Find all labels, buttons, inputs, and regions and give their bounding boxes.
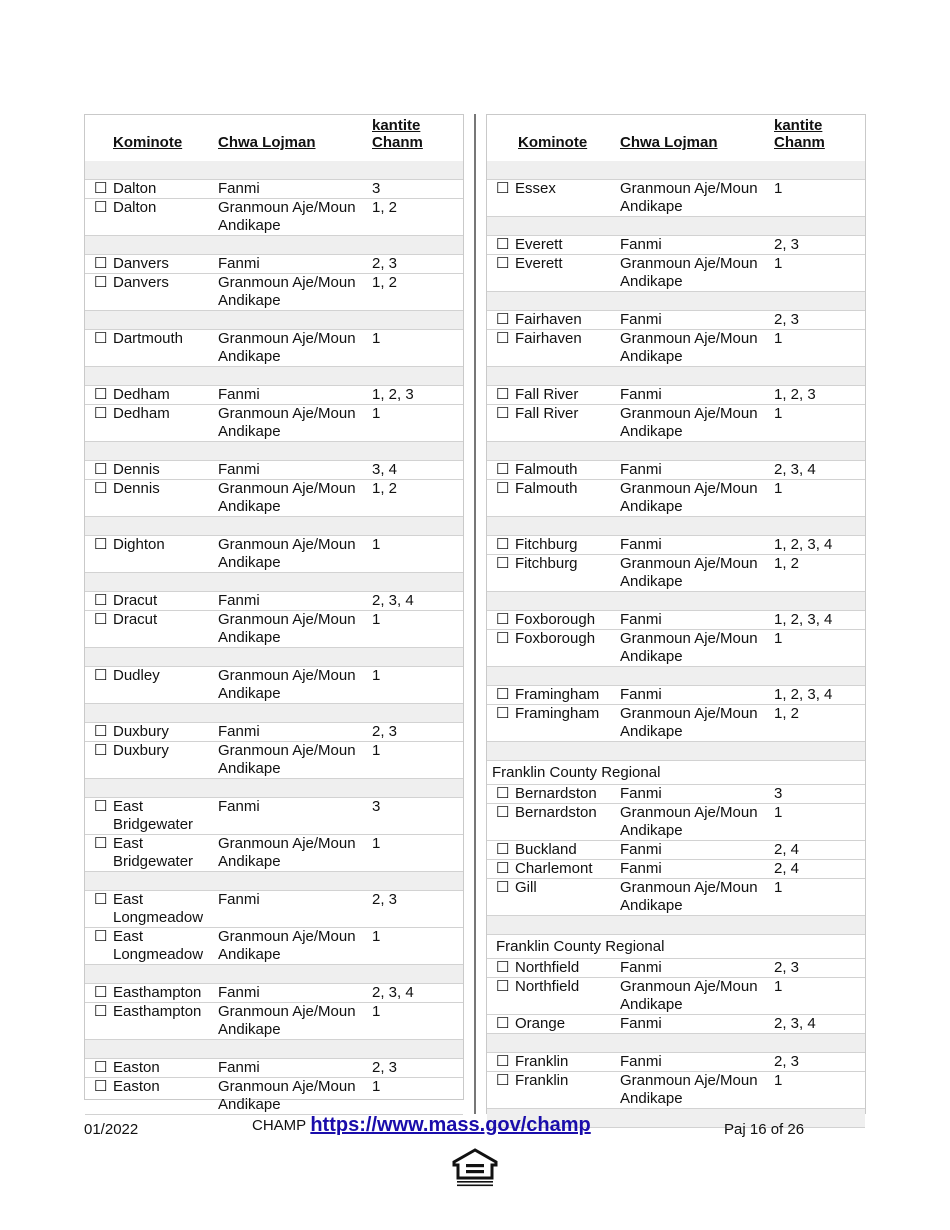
table-row (85, 723, 463, 742)
table-row (487, 841, 865, 860)
checkbox[interactable]: ☐ (94, 255, 108, 272)
table-row (85, 274, 463, 311)
room-count: 1, 2 (372, 274, 398, 291)
table-row (487, 959, 865, 978)
checkbox[interactable]: ☐ (94, 330, 108, 347)
room-count: 1 (774, 879, 783, 896)
checkbox[interactable]: ☐ (94, 536, 108, 553)
room-count: 1, 2, 3, 4 (774, 686, 833, 703)
housing-type: Fanmi (218, 723, 260, 740)
right-table (486, 114, 866, 1114)
checkbox[interactable]: ☐ (496, 255, 510, 272)
room-count: 1 (774, 180, 783, 197)
table-row (85, 611, 463, 648)
section-label: Franklin County Regional (492, 764, 661, 781)
town-name: Foxborough (515, 611, 596, 628)
room-count: 1 (372, 835, 381, 852)
table-header (487, 115, 865, 161)
column-divider (474, 114, 476, 1114)
table-row (85, 1003, 463, 1040)
housing-type: Fanmi (218, 891, 260, 908)
checkbox[interactable]: ☐ (496, 860, 510, 877)
checkbox[interactable]: ☐ (496, 461, 510, 478)
town-name: East Longmeadow (113, 891, 204, 926)
checkbox[interactable]: ☐ (94, 928, 108, 945)
town-name: Northfield (515, 978, 580, 995)
housing-type: Granmoun Aje/Moun Andikape (218, 536, 356, 571)
housing-type: Fanmi (620, 611, 662, 628)
checkbox[interactable]: ☐ (94, 199, 108, 216)
checkbox[interactable]: ☐ (496, 1053, 510, 1070)
housing-type: Granmoun Aje/Moun Andikape (218, 330, 356, 365)
checkbox[interactable]: ☐ (94, 1078, 108, 1095)
table-row (85, 798, 463, 835)
town-name: Fall River (515, 386, 579, 403)
town-name: Dartmouth (113, 330, 184, 347)
housing-type: Granmoun Aje/Moun Andikape (218, 199, 356, 234)
checkbox[interactable]: ☐ (496, 978, 510, 995)
room-count: 2, 3 (372, 255, 398, 272)
checkbox[interactable]: ☐ (496, 311, 510, 328)
town-name: Orange (515, 1015, 566, 1032)
housing-type: Granmoun Aje/Moun Andikape (218, 405, 356, 440)
checkbox[interactable]: ☐ (496, 686, 510, 703)
housing-type: Granmoun Aje/Moun Andikape (218, 667, 356, 702)
town-name: Framingham (515, 705, 600, 722)
town-name: Easton (113, 1059, 160, 1076)
room-count: 3 (774, 785, 783, 802)
room-count: 1 (372, 405, 381, 422)
table-row (487, 804, 865, 841)
room-count: 1 (372, 611, 381, 628)
room-count: 2, 3 (372, 1059, 398, 1076)
equal-housing-opportunity-icon (451, 1148, 499, 1188)
table-row (487, 611, 865, 630)
housing-type: Fanmi (218, 255, 260, 272)
spacer-row (85, 161, 463, 180)
checkbox[interactable]: ☐ (496, 330, 510, 347)
housing-type: Fanmi (620, 1053, 662, 1070)
room-count: 1 (774, 255, 783, 272)
town-name: Dennis (113, 480, 160, 497)
spacer-row (487, 292, 865, 311)
housing-type: Granmoun Aje/Moun Andikape (620, 480, 758, 515)
spacer-row (85, 872, 463, 891)
table-row (487, 785, 865, 804)
town-name: Danvers (113, 274, 169, 291)
housing-type: Granmoun Aje/Moun Andikape (620, 1072, 758, 1107)
town-name: Dalton (113, 199, 157, 216)
checkbox[interactable]: ☐ (496, 841, 510, 858)
housing-type: Fanmi (218, 461, 260, 478)
room-count: 3, 4 (372, 461, 398, 478)
housing-type: Fanmi (218, 592, 260, 609)
room-count: 1, 2, 3 (774, 386, 816, 403)
housing-type: Fanmi (620, 386, 662, 403)
champ-label: CHAMP (252, 1117, 307, 1134)
room-count: 2, 3 (774, 1053, 800, 1070)
checkbox[interactable]: ☐ (496, 804, 510, 821)
housing-type: Fanmi (620, 536, 662, 553)
town-name: Dennis (113, 461, 160, 478)
town-name: Fall River (515, 405, 579, 422)
spacer-row (85, 311, 463, 330)
champ-link[interactable]: https://www.mass.gov/champ (310, 1114, 591, 1136)
checkbox[interactable]: ☐ (94, 461, 108, 478)
checkbox[interactable]: ☐ (94, 480, 108, 497)
spacer-row (487, 1034, 865, 1053)
table-row (85, 1078, 463, 1115)
checkbox[interactable]: ☐ (94, 984, 108, 1001)
checkbox[interactable]: ☐ (94, 405, 108, 422)
checkbox[interactable]: ☐ (94, 891, 108, 908)
spacer-row (487, 592, 865, 611)
checkbox[interactable]: ☐ (496, 555, 510, 572)
checkbox[interactable]: ☐ (496, 959, 510, 976)
town-name: Northfield (515, 959, 580, 976)
town-name: Charlemont (515, 860, 593, 877)
checkbox[interactable]: ☐ (496, 611, 510, 628)
housing-type: Granmoun Aje/Moun Andikape (620, 405, 758, 440)
table-row (487, 180, 865, 217)
header-chwa-lojman: Chwa Lojman (620, 134, 718, 151)
table-row (487, 879, 865, 916)
room-count: 1 (372, 667, 381, 684)
table-row (487, 480, 865, 517)
town-name: Bernardston (515, 804, 597, 821)
housing-type: Fanmi (218, 386, 260, 403)
spacer-row (85, 442, 463, 461)
housing-type: Fanmi (620, 236, 662, 253)
table-header (85, 115, 463, 161)
housing-type: Fanmi (620, 959, 662, 976)
housing-type: Granmoun Aje/Moun Andikape (218, 742, 356, 777)
spacer-row (487, 667, 865, 686)
room-count: 3 (372, 180, 381, 197)
housing-type: Fanmi (218, 180, 260, 197)
housing-type: Granmoun Aje/Moun Andikape (620, 879, 758, 914)
table-row (85, 199, 463, 236)
table-row (85, 891, 463, 928)
checkbox[interactable]: ☐ (496, 180, 510, 197)
room-count: 2, 3, 4 (372, 592, 414, 609)
spacer-row (487, 916, 865, 935)
housing-type: Granmoun Aje/Moun Andikape (620, 978, 758, 1013)
table-row (85, 386, 463, 405)
room-count: 1 (372, 1003, 381, 1020)
checkbox[interactable]: ☐ (496, 1015, 510, 1032)
header-chwa-lojman: Chwa Lojman (218, 134, 316, 151)
checkbox[interactable]: ☐ (94, 1003, 108, 1020)
table-row (487, 405, 865, 442)
spacer-row (487, 517, 865, 536)
spacer-row (85, 573, 463, 592)
housing-type: Granmoun Aje/Moun Andikape (620, 330, 758, 365)
footer-champ (252, 1114, 591, 1140)
room-count: 1, 2 (372, 199, 398, 216)
checkbox[interactable]: ☐ (94, 742, 108, 759)
town-name: Fairhaven (515, 311, 582, 328)
table-row (85, 592, 463, 611)
room-count: 2, 3, 4 (774, 461, 816, 478)
housing-type: Granmoun Aje/Moun Andikape (218, 1078, 356, 1113)
table-row (85, 667, 463, 704)
room-count: 1 (774, 405, 783, 422)
table-row (487, 1015, 865, 1034)
section-row (487, 761, 865, 785)
room-count: 1, 2 (372, 480, 398, 497)
checkbox[interactable]: ☐ (94, 592, 108, 609)
table-row (487, 630, 865, 667)
housing-type: Fanmi (620, 785, 662, 802)
town-name: Buckland (515, 841, 577, 858)
spacer-row (85, 517, 463, 536)
spacer-row (85, 648, 463, 667)
housing-type: Granmoun Aje/Moun Andikape (218, 1003, 356, 1038)
town-name: Dedham (113, 405, 170, 422)
spacer-row (487, 161, 865, 180)
checkbox[interactable]: ☐ (94, 798, 108, 815)
table-row (85, 835, 463, 872)
town-name: East Bridgewater (113, 798, 194, 833)
table-row (85, 255, 463, 274)
table-row (487, 705, 865, 742)
town-name: Everett (515, 236, 563, 253)
table-row (487, 236, 865, 255)
town-name: Framingham (515, 686, 600, 703)
room-count: 1 (774, 630, 783, 647)
table-row (85, 928, 463, 965)
housing-type: Granmoun Aje/Moun Andikape (218, 480, 356, 515)
room-count: 1 (372, 330, 381, 347)
housing-type: Granmoun Aje/Moun Andikape (218, 274, 356, 309)
town-name: Bernardston (515, 785, 597, 802)
section-row (487, 935, 865, 959)
housing-type: Fanmi (218, 1059, 260, 1076)
room-count: 1 (774, 480, 783, 497)
room-count: 2, 3, 4 (774, 1015, 816, 1032)
town-name: Fitchburg (515, 555, 578, 572)
room-count: 2, 3, 4 (372, 984, 414, 1001)
housing-type: Fanmi (620, 686, 662, 703)
town-name: Duxbury (113, 723, 169, 740)
table-row (85, 330, 463, 367)
table-row (85, 536, 463, 573)
town-name: Danvers (113, 255, 169, 272)
town-name: Dudley (113, 667, 160, 684)
town-name: Gill (515, 879, 537, 896)
room-count: 1, 2 (774, 705, 800, 722)
header-kominote: Kominote (113, 134, 183, 151)
room-count: 2, 3 (774, 959, 800, 976)
checkbox[interactable]: ☐ (496, 405, 510, 422)
table-row (85, 742, 463, 779)
checkbox[interactable]: ☐ (496, 1072, 510, 1089)
town-name: Easthampton (113, 1003, 202, 1020)
room-count: 1 (774, 1072, 783, 1089)
checkbox[interactable]: ☐ (94, 667, 108, 684)
town-name: Duxbury (113, 742, 169, 759)
spacer-row (487, 367, 865, 386)
town-name: Falmouth (515, 461, 578, 478)
town-name: Essex (515, 180, 556, 197)
checkbox[interactable]: ☐ (496, 236, 510, 253)
checkbox[interactable]: ☐ (496, 879, 510, 896)
room-count: 1 (372, 536, 381, 553)
room-count: 2, 4 (774, 860, 800, 877)
spacer-row (85, 704, 463, 723)
section-label: Franklin County Regional (496, 938, 665, 955)
housing-type: Granmoun Aje/Moun Andikape (620, 804, 758, 839)
checkbox[interactable]: ☐ (496, 630, 510, 647)
spacer-row (85, 1040, 463, 1059)
room-count: 2, 3 (774, 236, 800, 253)
table-row (487, 311, 865, 330)
town-name: Franklin (515, 1072, 569, 1089)
room-count: 1 (774, 804, 783, 821)
housing-type: Granmoun Aje/Moun Andikape (218, 835, 356, 870)
spacer-row (85, 779, 463, 798)
housing-type: Fanmi (620, 841, 662, 858)
table-row (487, 330, 865, 367)
checkbox[interactable]: ☐ (496, 386, 510, 403)
town-name: Easton (113, 1078, 160, 1095)
housing-type: Granmoun Aje/Moun Andikape (620, 705, 758, 740)
room-count: 1, 2, 3, 4 (774, 536, 833, 553)
table-row (487, 1053, 865, 1072)
town-name: Franklin (515, 1053, 569, 1070)
checkbox[interactable]: ☐ (496, 785, 510, 802)
table-row (85, 984, 463, 1003)
spacer-row (85, 236, 463, 255)
checkbox[interactable]: ☐ (94, 611, 108, 628)
table-row (487, 255, 865, 292)
table-row (487, 978, 865, 1015)
housing-type: Granmoun Aje/Moun Andikape (620, 630, 758, 665)
table-row (85, 461, 463, 480)
table-row (85, 480, 463, 517)
town-name: Fairhaven (515, 330, 582, 347)
housing-type: Fanmi (620, 311, 662, 328)
table-row (85, 1059, 463, 1078)
room-count: 1 (774, 330, 783, 347)
room-count: 2, 3 (774, 311, 800, 328)
housing-type: Fanmi (620, 1015, 662, 1032)
left-table (84, 114, 464, 1113)
housing-type: Fanmi (620, 860, 662, 877)
room-count: 1, 2, 3 (372, 386, 414, 403)
checkbox[interactable]: ☐ (94, 274, 108, 291)
room-count: 1 (372, 928, 381, 945)
table-row (487, 555, 865, 592)
table-row (487, 686, 865, 705)
housing-type: Granmoun Aje/Moun Andikape (620, 255, 758, 290)
town-name: Dracut (113, 592, 158, 609)
housing-type: Granmoun Aje/Moun Andikape (620, 180, 758, 215)
room-count: 2, 4 (774, 841, 800, 858)
housing-type: Granmoun Aje/Moun Andikape (218, 611, 356, 646)
spacer-row (487, 442, 865, 461)
checkbox[interactable]: ☐ (94, 835, 108, 852)
table-row (85, 405, 463, 442)
checkbox[interactable]: ☐ (94, 386, 108, 403)
housing-type: Fanmi (620, 461, 662, 478)
checkbox[interactable]: ☐ (496, 480, 510, 497)
spacer-row (85, 367, 463, 386)
housing-type: Granmoun Aje/Moun Andikape (620, 555, 758, 590)
spacer-row (85, 965, 463, 984)
page-number: Paj 16 of 26 (724, 1121, 805, 1138)
room-count: 1 (372, 742, 381, 759)
left-rows (85, 161, 463, 1115)
footer-date: 01/2022 (84, 1121, 139, 1138)
town-name: Foxborough (515, 630, 596, 647)
room-count: 1 (774, 978, 783, 995)
town-name: East Bridgewater (113, 835, 194, 870)
room-count: 3 (372, 798, 381, 815)
right-rows (487, 161, 865, 1128)
housing-type: Fanmi (218, 984, 260, 1001)
checkbox[interactable]: ☐ (94, 180, 108, 197)
spacer-row (487, 742, 865, 761)
town-name: Fitchburg (515, 536, 578, 553)
town-name: Dalton (113, 180, 157, 197)
table-row (487, 1072, 865, 1109)
checkbox[interactable]: ☐ (496, 536, 510, 553)
table-row (487, 461, 865, 480)
table-row (487, 860, 865, 879)
table-row (487, 536, 865, 555)
header-kantite-chanm: kantite Chanm (372, 117, 423, 151)
table-row (85, 180, 463, 199)
header-kantite-chanm: kantite Chanm (774, 117, 825, 151)
housing-type: Fanmi (218, 798, 260, 815)
room-count: 1, 2 (774, 555, 800, 572)
spacer-row (487, 217, 865, 236)
checkbox[interactable]: ☐ (94, 1059, 108, 1076)
town-name: Falmouth (515, 480, 578, 497)
checkbox[interactable]: ☐ (496, 705, 510, 722)
town-name: East Longmeadow (113, 928, 204, 963)
checkbox[interactable]: ☐ (94, 723, 108, 740)
town-name: Everett (515, 255, 563, 272)
town-name: Dedham (113, 386, 170, 403)
header-kominote: Kominote (518, 134, 588, 151)
town-name: Easthampton (113, 984, 202, 1001)
room-count: 2, 3 (372, 891, 398, 908)
housing-type: Granmoun Aje/Moun Andikape (218, 928, 356, 963)
table-row (487, 386, 865, 405)
town-name: Dighton (113, 536, 165, 553)
room-count: 2, 3 (372, 723, 398, 740)
room-count: 1, 2, 3, 4 (774, 611, 833, 628)
town-name: Dracut (113, 611, 158, 628)
room-count: 1 (372, 1078, 381, 1095)
